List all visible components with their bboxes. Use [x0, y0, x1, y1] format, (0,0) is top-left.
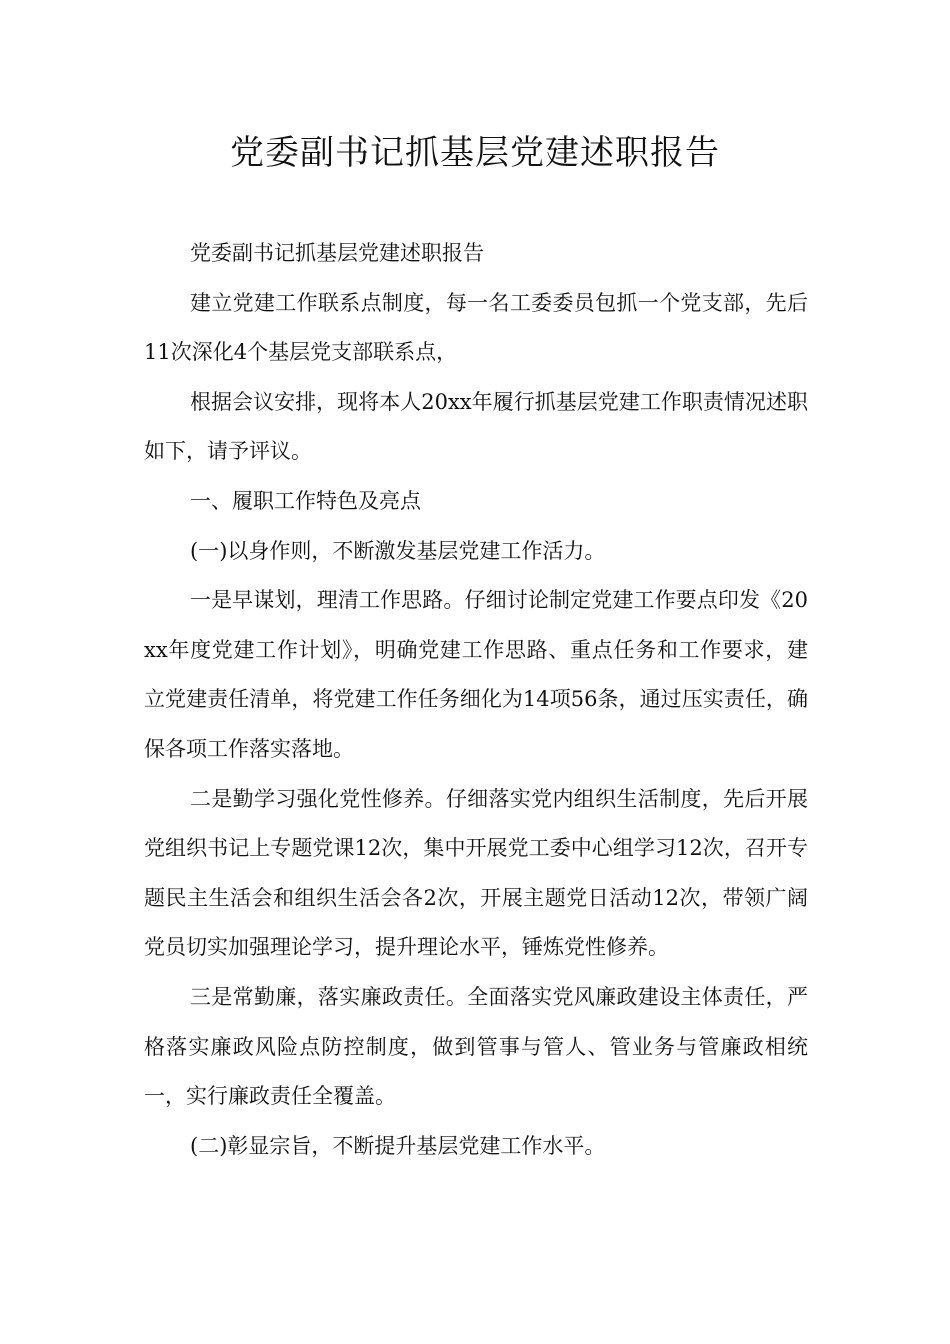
paragraph-subtitle: 党委副书记抓基层党建述职报告 [190, 241, 484, 265]
paragraph: 三是常勤廉，落实廉政责任。全面落实党风廉政建设主体责任，严格落实廉政风险点防控制度，做到管事与管人、管业务与管廉政相统一，实行廉政责任全覆盖。 [144, 984, 808, 1109]
paragraph: 根据会议安排，现将本人20xx年履行抓基层党建工作职责情况述职如下，请予评议。 [144, 389, 808, 464]
subsection-heading: (二)彰显宗旨，不断提升基层党建工作水平。 [190, 1133, 606, 1158]
paragraph: 二是勤学习强化党性修养。仔细落实党内组织生活制度，先后开展党组织书记上专题党课12次，集中开展党工委中心组学习12次，召开专题民主生活会和组织生活会各2次，开展主题党日活动12次，带领广阔党员切实加强理论学习，提升理论水平，锤炼党性修养。 [144, 786, 808, 960]
section-heading: 一、履职工作特色及亮点 [190, 488, 421, 513]
document-body [144, 229, 808, 1171]
paragraph: 一是早谋划，理清工作思路。仔细讨论制定党建工作要点印发《20xx年度党建工作计划》，明确党建工作思路、重点任务和工作要求，建立党建责任清单，将党建工作任务细化为14项56条，通过压实责任，确保各项工作落实落地。 [144, 588, 808, 761]
document-title: 党委副书记抓基层党建述职报告 [230, 133, 720, 173]
subsection-heading: (一)以身作则，不断激发基层党建工作活力。 [190, 538, 606, 563]
paragraph: 建立党建工作联系点制度，每一名工委委员包抓一个党支部，先后11次深化4个基层党支部联系点， [144, 290, 808, 365]
